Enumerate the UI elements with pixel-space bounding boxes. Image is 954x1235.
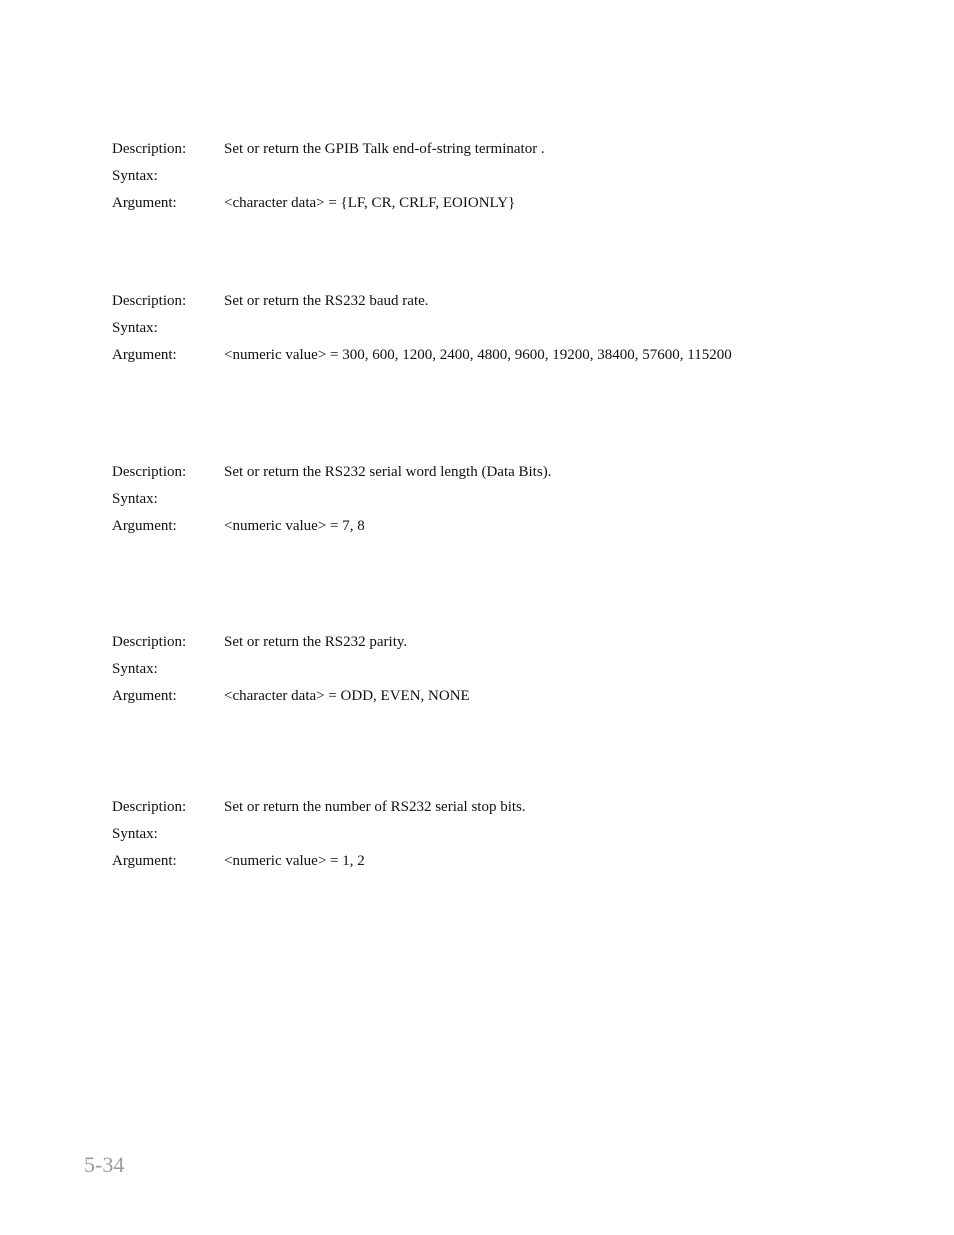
description-text: Set or return the RS232 serial word length (Data Bits).	[224, 464, 552, 480]
argument-label: Argument:	[112, 518, 177, 534]
description-label: Description:	[112, 293, 187, 309]
argument-row	[112, 518, 912, 545]
description-row	[112, 293, 912, 320]
syntax-label: Syntax:	[112, 661, 158, 677]
syntax-label: Syntax:	[112, 168, 158, 184]
command-entry	[112, 293, 912, 374]
description-text: Set or return the number of RS232 serial stop bits.	[224, 799, 526, 815]
argument-text: <numeric value> = 1, 2	[224, 853, 365, 869]
argument-label: Argument:	[112, 688, 177, 704]
argument-row	[112, 347, 912, 374]
description-row	[112, 141, 912, 168]
syntax-row	[112, 661, 912, 688]
command-entry	[112, 141, 912, 222]
syntax-label: Syntax:	[112, 826, 158, 842]
page-number: 5-34	[84, 1152, 125, 1177]
description-label: Description:	[112, 799, 187, 815]
command-entry	[112, 799, 912, 880]
argument-label: Argument:	[112, 347, 177, 363]
description-label: Description:	[112, 141, 187, 157]
description-text: Set or return the RS232 parity.	[224, 634, 408, 650]
argument-label: Argument:	[112, 853, 177, 869]
argument-text: <character data> = ODD, EVEN, NONE	[224, 688, 470, 704]
syntax-label: Syntax:	[112, 320, 158, 336]
syntax-row	[112, 826, 912, 853]
syntax-row	[112, 168, 912, 195]
syntax-label: Syntax:	[112, 491, 158, 507]
description-row	[112, 799, 912, 826]
command-entry	[112, 634, 912, 715]
description-text: Set or return the RS232 baud rate.	[224, 293, 429, 309]
syntax-row	[112, 491, 912, 518]
argument-text: <numeric value> = 300, 600, 1200, 2400, 4800, 9600, 19200, 38400, 57600, 115200	[224, 347, 732, 363]
description-label: Description:	[112, 464, 187, 480]
argument-text: <character data> = {LF, CR, CRLF, EOIONLY}	[224, 195, 516, 211]
description-row	[112, 464, 912, 491]
syntax-row	[112, 320, 912, 347]
description-text: Set or return the GPIB Talk end-of-string terminator .	[224, 141, 545, 157]
argument-text: <numeric value> = 7, 8	[224, 518, 365, 534]
argument-row	[112, 195, 912, 222]
argument-row	[112, 853, 912, 880]
description-label: Description:	[112, 634, 187, 650]
command-entry	[112, 464, 912, 545]
argument-label: Argument:	[112, 195, 177, 211]
description-row	[112, 634, 912, 661]
argument-row	[112, 688, 912, 715]
